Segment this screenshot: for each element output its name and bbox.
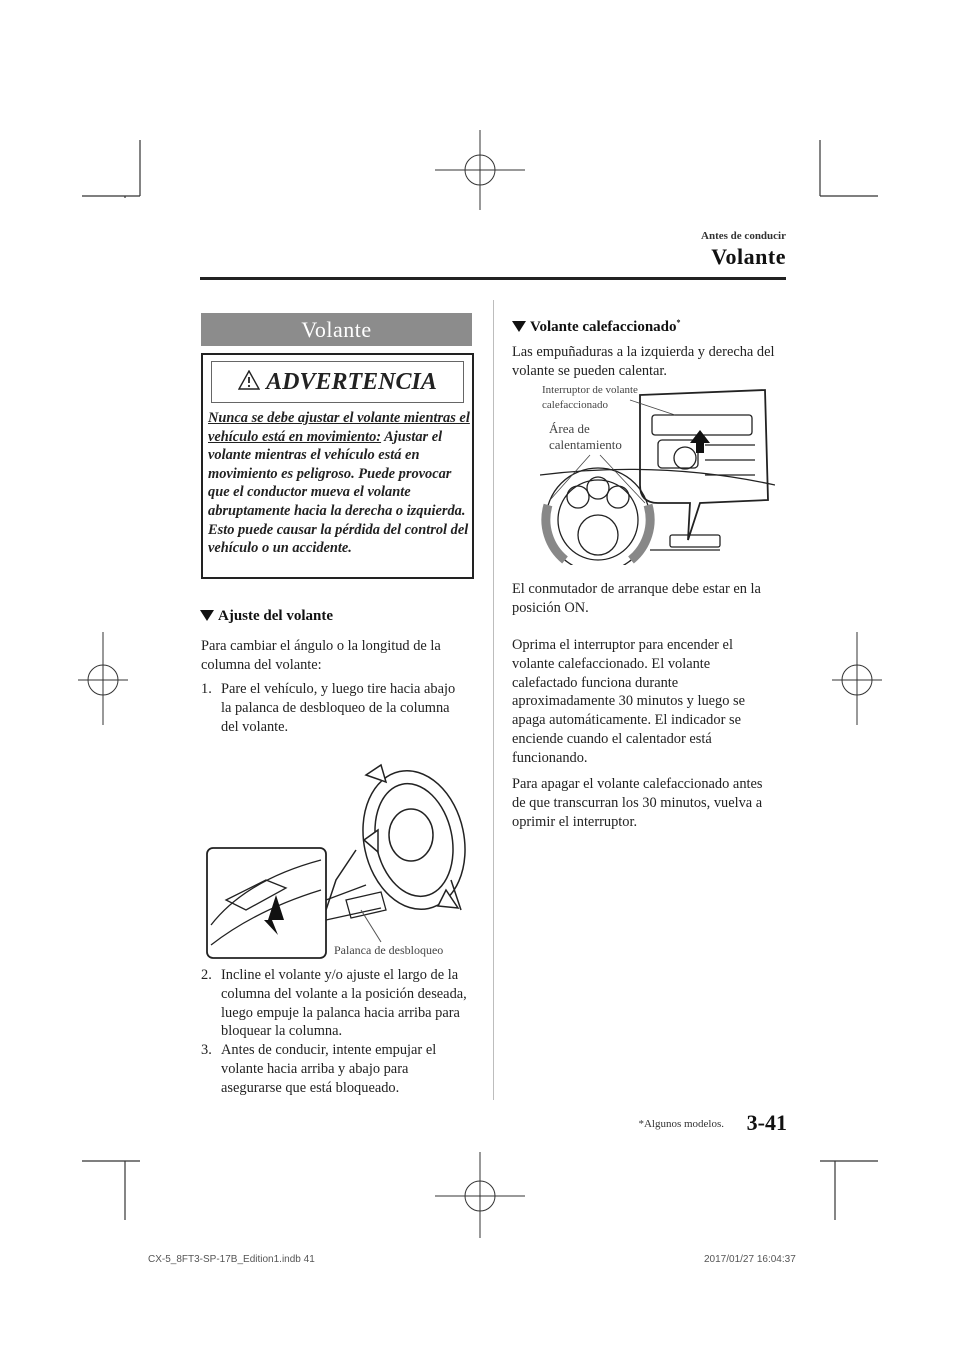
running-header-title: Volante <box>711 244 786 269</box>
triangle-bullet-icon <box>512 321 526 332</box>
triangle-bullet-icon <box>200 610 214 621</box>
step-1 <box>201 680 471 740</box>
warning-lead: Nunca se debe ajustar el volante mientras el vehículo está en movimiento: <box>208 410 470 445</box>
step-text: Pare el vehículo, y luego tire hacia abajo la palanca de desbloqueo de la columna del volante. <box>221 681 456 735</box>
header-rule <box>200 277 786 280</box>
heated-heading <box>512 318 681 336</box>
heated-heading-text: Volante calefaccionado <box>530 319 677 335</box>
step-number: 2. <box>201 967 212 983</box>
section-banner: Volante <box>201 313 472 346</box>
running-header-section: Antes de conducir <box>701 230 786 242</box>
area-figure-label: Área de calentamiento <box>549 421 622 452</box>
lever-figure-label: Palanca de desbloqueo <box>334 943 444 957</box>
step-number: 3. <box>201 1042 212 1058</box>
warning-heading-text: ADVERTENCIA <box>266 369 437 395</box>
adjust-heading <box>200 608 333 625</box>
step-number: 1. <box>201 681 212 697</box>
heated-p1: El conmutador de arranque debe estar en la posición ON. <box>512 581 761 616</box>
warning-box <box>201 353 474 579</box>
heating-area-left <box>546 505 565 560</box>
imprint-timestamp: 2017/01/27 16:04:37 <box>704 1254 796 1265</box>
heated-p2: Oprima el interruptor para encender el volante calefaccionado. El volante calefactado funciona durante aproximadamente 30 minutos y luego se apaga automáticamente. El indicador se enciende cuando el calentador está funcionando. <box>512 637 745 766</box>
step-2 <box>201 966 473 1046</box>
asterisk-mark: * <box>676 318 681 327</box>
imprint-file: CX-5_8FT3-SP-17B_Edition1.indb 41 <box>148 1254 315 1265</box>
footnote: *Algunos modelos. <box>638 1118 724 1130</box>
adjust-heading-text: Ajuste del volante <box>218 608 333 624</box>
adjust-intro: Para cambiar el ángulo o la longitud de la columna del volante: <box>201 638 441 673</box>
heated-intro: Las empuñaduras a la izquierda y derecha del volante se pueden calentar. <box>512 344 775 379</box>
column-divider <box>493 300 494 1100</box>
page-number: 3-41 <box>746 1110 787 1135</box>
step-text: Antes de conducir, intente empujar el volante hacia arriba y abajo para asegurarse que está bloqueado. <box>221 1042 437 1096</box>
warning-body: Ajustar el volante mientras el vehículo está en movimiento es peligroso. Puede provocar que el conductor mueva el volante abruptamente hacia la derecha o izquierda. Esto puede causar la pérdida del control del vehículo o un accidente. <box>208 428 469 557</box>
heated-p3: Para apagar el volante calefaccionado antes de que transcurran los 30 minutos, vuelva a oprimir el interruptor. <box>512 776 763 830</box>
switch-figure-label: Interruptor de volante calefaccionado <box>542 384 638 411</box>
warning-triangle-icon <box>238 363 260 403</box>
heating-area-right <box>631 505 650 560</box>
step-3 <box>201 1041 473 1101</box>
warning-text <box>208 409 470 558</box>
step-text: Incline el volante y/o ajuste el largo de la columna del volante a la posición deseada, luego empuje la palanca hacia arriba para bloquear la columna. <box>221 967 467 1040</box>
steering-lever-figure <box>206 760 472 960</box>
warning-heading <box>211 361 464 403</box>
